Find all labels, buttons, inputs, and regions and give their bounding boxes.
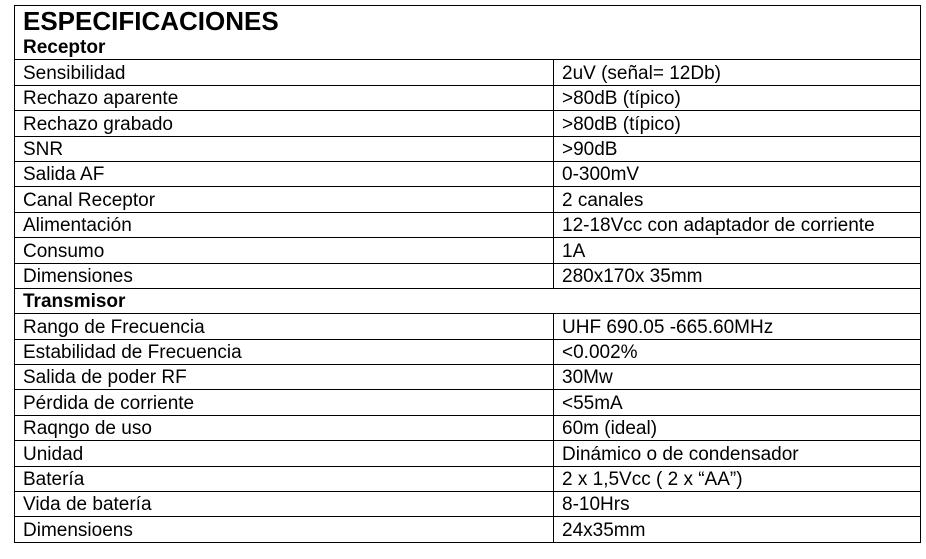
spec-label: Sensibilidad [15,60,554,85]
spec-value: 24x35mm [554,517,921,542]
spec-value: 280x170x 35mm [554,263,921,288]
table-row [15,517,921,542]
spec-value: <0.002% [554,339,921,364]
table-row [15,466,921,491]
table-row [15,492,921,517]
table-row [15,85,921,110]
spec-label: Rechazo aparente [15,85,554,110]
spec-label: Dimensiones [15,263,554,288]
spec-label: Rango de Frecuencia [15,314,554,339]
spec-label: Canal Receptor [15,187,554,212]
spec-label: Salida AF [15,161,554,186]
spec-value: 30Mw [554,365,921,390]
spec-value: 2uV (señal= 12Db) [554,60,921,85]
table-title: ESPECIFICACIONES [15,6,921,36]
table-row [15,212,921,237]
table-row [15,390,921,415]
spec-value: 12-18Vcc con adaptador de corriente [554,212,921,237]
specifications-table [14,5,921,543]
spec-label: Vida de batería [15,492,554,517]
table-row [15,314,921,339]
spec-label: Raqngo de uso [15,415,554,440]
spec-value: 1A [554,238,921,263]
table-row [15,415,921,440]
section-heading: Receptor [15,35,921,60]
title-row [15,6,921,36]
spec-value: >80dB (típico) [554,111,921,136]
spec-label: Batería [15,466,554,491]
spec-label: Consumo [15,238,554,263]
table-row [15,60,921,85]
table-row [15,441,921,466]
spec-label: Alimentación [15,212,554,237]
spec-label: Estabilidad de Frecuencia [15,339,554,364]
table-row [15,161,921,186]
spec-value: >90dB [554,136,921,161]
section-header-receptor [15,35,921,60]
spec-value: Dinámico o de condensador [554,441,921,466]
table-row [15,339,921,364]
spec-label: Unidad [15,441,554,466]
spec-value: UHF 690.05 -665.60MHz [554,314,921,339]
table-row [15,187,921,212]
table-row [15,263,921,288]
spec-value: 60m (ideal) [554,415,921,440]
spec-value: 8-10Hrs [554,492,921,517]
section-header-transmisor [15,288,921,313]
spec-value: >80dB (típico) [554,85,921,110]
spec-value: 2 x 1,5Vcc ( 2 x “AA”) [554,466,921,491]
spec-value: <55mA [554,390,921,415]
table-row [15,136,921,161]
table-row [15,238,921,263]
table-row [15,365,921,390]
spec-label: Pérdida de corriente [15,390,554,415]
spec-label: Dimensioens [15,517,554,542]
spec-value: 0-300mV [554,161,921,186]
table-row [15,111,921,136]
spec-label: SNR [15,136,554,161]
spec-label: Salida de poder RF [15,365,554,390]
section-heading: Transmisor [15,288,921,313]
spec-value: 2 canales [554,187,921,212]
spec-label: Rechazo grabado [15,111,554,136]
